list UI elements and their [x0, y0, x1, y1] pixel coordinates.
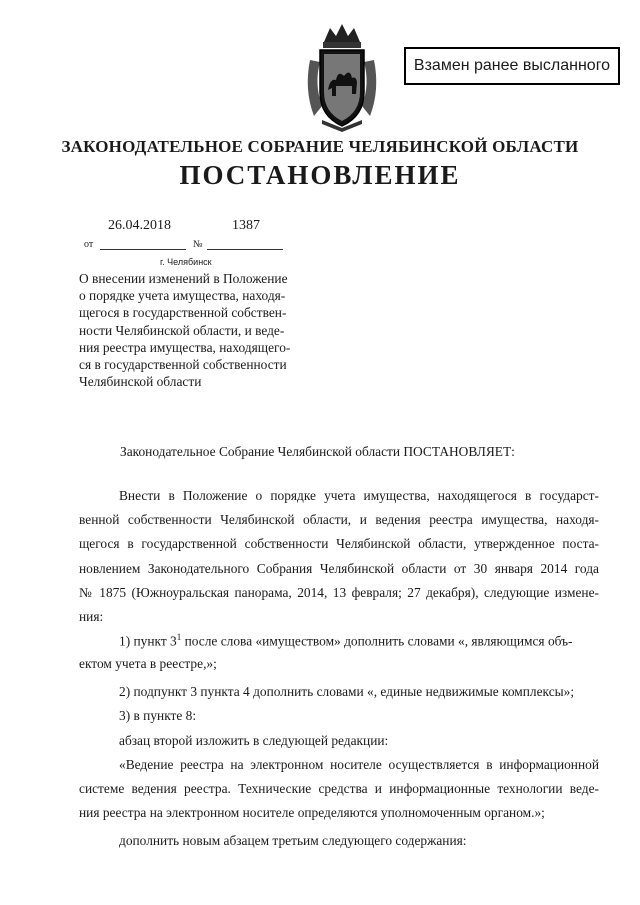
subject-line: о порядке учета имущества, находя- [79, 288, 286, 304]
subject-line: ся в государственной собственности [79, 357, 287, 373]
item-1-continuation: ектом учета в реестре,»; [79, 656, 217, 671]
intro-paragraph [79, 484, 599, 629]
paragraph-line: новлением Законодательного Собрания Челябинской области от 30 января 2014 года [79, 560, 599, 576]
item-3: 3) в пункте 8: [119, 708, 197, 723]
subject-line: О внесении изменений в Положение [79, 271, 288, 286]
item-1-prefix: 1) пункт 3 [119, 633, 177, 649]
organization-name: ЗАКОНОДАТЕЛЬНОЕ СОБРАНИЕ ЧЕЛЯБИНСКОЙ ОБЛАСТИ [61, 137, 579, 156]
paragraph-line: щегося в государственной собственности Челябинской области, утвержденное поста- [79, 536, 599, 552]
coat-of-arms-icon [300, 20, 384, 132]
paragraph-line: венной собственности Челябинской области, и ведения реестра имущества, находя- [79, 512, 599, 528]
item-1-text: после слова «имуществом» дополнить словами «, являющимся объ- [181, 633, 573, 649]
subject-line: ния реестра имущества, находящего- [79, 339, 291, 355]
paragraph-line: ния реестра на электронном носителе определяются уполномоченным органом.»; [79, 805, 545, 821]
stamp-box: Взамен ранее высланного [404, 47, 620, 85]
paragraph-line: Внести в Положение о порядке учета имущества, находящегося в государст- [119, 488, 599, 503]
document-subject [79, 270, 309, 390]
item-3-subparagraph: абзац второй изложить в следующей редакции: [119, 733, 389, 748]
city-label: г. Челябинск [160, 257, 212, 267]
number-label: № [193, 239, 203, 250]
item-2: 2) подпункт 3 пункта 4 дополнить словами «, единые недвижимые комплексы»; [119, 684, 575, 699]
document-date: 26.04.2018 [108, 218, 171, 233]
date-label: от [84, 239, 94, 250]
quoted-paragraph [79, 753, 599, 826]
date-underline [100, 249, 186, 250]
subject-line: щегося в государственной собствен- [79, 305, 287, 321]
number-underline [207, 249, 283, 250]
item-1 [119, 632, 573, 649]
paragraph-line: № 1875 (Южноуральская панорама, 2014, 13 февраля; 27 декабря), следующие измене- [79, 584, 599, 600]
closing-line: дополнить новым абзацем третьим следующего содержания: [119, 833, 467, 848]
subject-line: ности Челябинской области, и веде- [79, 322, 285, 338]
preamble: Законодательное Собрание Челябинской области ПОСТАНОВЛЯЕТ: [120, 444, 515, 459]
paragraph-line: системе ведения реестра. Технические средства и информационные технологии веде- [79, 781, 599, 797]
subject-line: Челябинской области [79, 374, 202, 390]
paragraph-line: ния: [79, 609, 104, 625]
paragraph-line: «Ведение реестра на электронном носителе осуществляется в информационной [119, 757, 599, 772]
document-type: ПОСТАНОВЛЕНИЕ [179, 160, 461, 190]
document-number: 1387 [232, 218, 260, 233]
item-1-superscript: 1 [176, 632, 182, 642]
